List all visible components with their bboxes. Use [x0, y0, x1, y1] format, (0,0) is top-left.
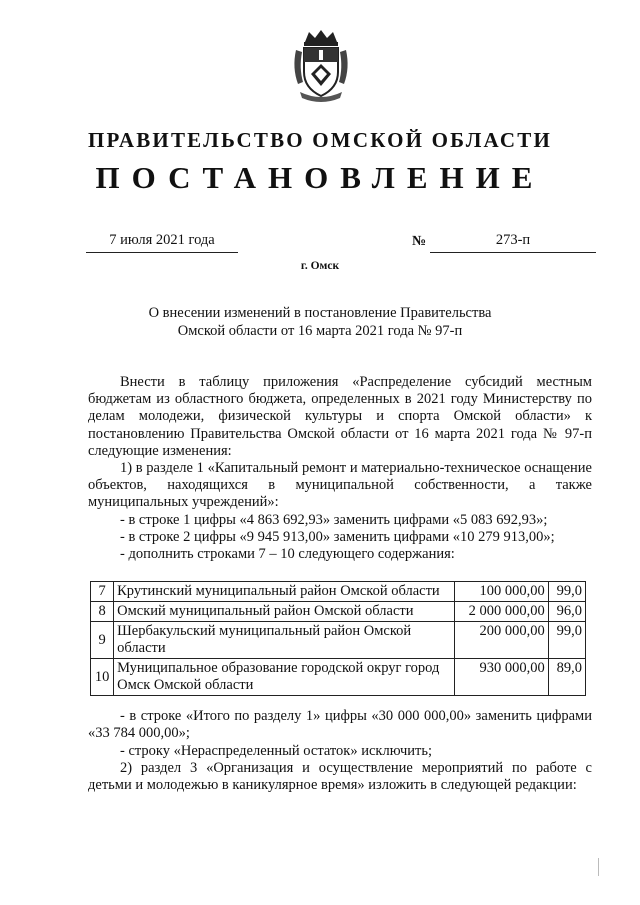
intro-paragraph: Внести в таблицу приложения «Распределение субсидий местным бюджетам из областного бюджета, определенных в 2021 году Министерству по делам молодежи, физической культуры и спорта Омской области» к постановлению Правительства Омской области от 16 марта 2021 года № 97-п следующие изменения:	[88, 374, 592, 459]
number-sign: №	[412, 234, 427, 249]
subject-line-1: О внесении изменений в постановление Правительства	[148, 305, 492, 321]
coat-of-arms-icon	[290, 28, 352, 102]
row-percent: 96,0	[548, 602, 585, 622]
row-sum: 2 000 000,00	[455, 602, 549, 622]
section1-paragraph: 1) в разделе 1 «Капитальный ремонт и материально-техническое оснащение объектов, находящихся в муниципальной собственности, а также муниципальных учреждений»:	[88, 460, 592, 511]
table-row	[91, 602, 586, 622]
row-percent: 99,0	[548, 582, 585, 602]
row-number: 7	[91, 582, 114, 602]
row-sum: 930 000,00	[455, 659, 549, 696]
table-row	[91, 622, 586, 659]
document-subject	[100, 304, 540, 340]
bullet-line-1: - в строке 1 цифры «4 863 692,93» заменить цифрами «5 083 692,93»;	[120, 512, 548, 528]
city-label: г. Омск	[300, 260, 340, 272]
table-row	[91, 582, 586, 602]
document-date: 7 июля 2021 года	[86, 232, 238, 253]
subject-line-2: Омской области от 16 марта 2021 года № 97-п	[177, 323, 463, 339]
row-number: 9	[91, 622, 114, 659]
document-type: ПОСТАНОВЛЕНИЕ	[95, 160, 545, 195]
row-name: Омский муниципальный район Омской области	[114, 602, 455, 622]
row-number: 10	[91, 659, 114, 696]
row-sum: 200 000,00	[455, 622, 549, 659]
government-title: ПРАВИТЕЛЬСТВО ОМСКОЙ ОБЛАСТИ	[87, 128, 552, 152]
row-name: Крутинский муниципальный район Омской области	[114, 582, 455, 602]
added-rows-table	[90, 581, 586, 696]
row-percent: 99,0	[548, 622, 585, 659]
total-paragraph: - в строке «Итого по разделу 1» цифры «30 000 000,00» заменить цифрами «33 784 000,00»;	[88, 708, 592, 742]
bullet-line-3: - дополнить строками 7 – 10 следующего содержания:	[120, 546, 455, 562]
row-name: Муниципальное образование городской округ город Омск Омской области	[114, 659, 455, 696]
bullet-line-4: - строку «Нераспределенный остаток» исключить;	[120, 743, 433, 759]
document-number: 273-п	[430, 232, 596, 253]
row-number: 8	[91, 602, 114, 622]
page-edge-mark	[598, 858, 599, 876]
section3-paragraph: 2) раздел 3 «Организация и осуществление мероприятий по работе с детьми и молодежью в каникулярное время» изложить в следующей редакции:	[88, 760, 592, 794]
row-percent: 89,0	[548, 659, 585, 696]
row-sum: 100 000,00	[455, 582, 549, 602]
bullet-line-2: - в строке 2 цифры «9 945 913,00» заменить цифрами «10 279 913,00»;	[120, 529, 555, 545]
table-row	[91, 659, 586, 696]
row-name: Шербакульский муниципальный район Омской области	[114, 622, 455, 659]
